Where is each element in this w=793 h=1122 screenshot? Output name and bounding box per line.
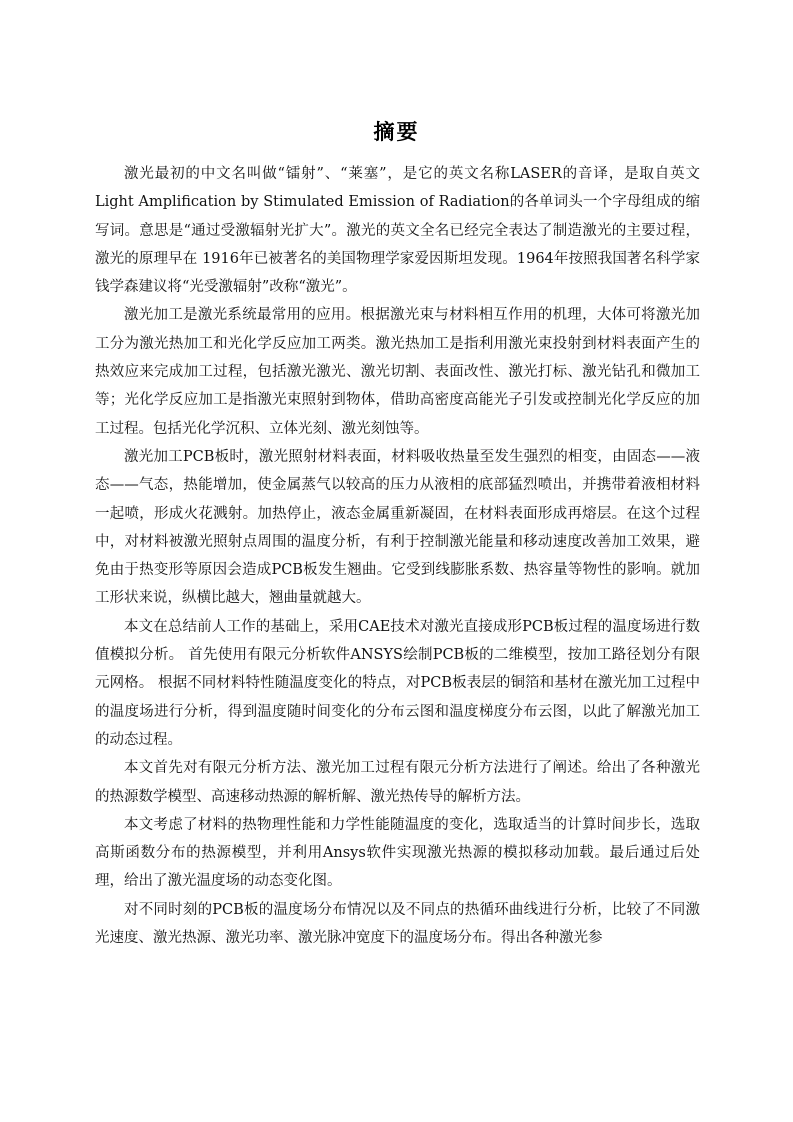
abstract-title: 摘要 bbox=[373, 119, 420, 144]
paragraph-laser-origin: 激光最初的中文名叫做“镭射”、“莱塞”，是它的英文名称LASER的音译，是取自英文Light Amplification by Stimulated Emission of Radiation的各单词头一个字母组成的缩写词。意思是“通过受激辐射光扩大”。激光的英文全名已经完全表达了制造激光的主要过程，激光的原理早在 1916年已被著名的美国物理学家爱因斯坦发现。1964年按照我国著名科学家钱学森建议将“光受激辐射”改称“激光”。 bbox=[95, 166, 700, 296]
paragraph-laser-processing: 激光加工是激光系统最常用的应用。根据激光束与材料相互作用的机理，大体可将激光加工分为激光热加工和光化学反应加工两类。激光热加工是指利用激光束投射到材料表面产生的热效应来完成加工过程，包括激光激光、激光切割、表面改性、激光打标、激光钻孔和微加工等；光化学反应加工是指激光束照射到物体，借助高密度高能光子引发或控制光化学反应的加工过程。包括光化学沉积、立体光刻、激光刻蚀等。 bbox=[95, 307, 700, 437]
paragraph-cae-simulation: 本文在总结前人工作的基础上，采用CAE技术对激光直接成形PCB板过程的温度场进行数值模拟分析。 首先使用有限元分析软件ANSYS绘制PCB板的二维模型，按加工路径划分有限元网格。 根据不同材料特性随温度变化的特点，对PCB板表层的铜箔和基材在激光加工过程中的温度场进行分析，得到温度随时间变化的分布云图和温度梯度分布云图，以此了解激光加工的动态过程。 bbox=[95, 618, 700, 748]
paragraph-fem-methods: 本文首先对有限元分析方法、激光加工过程有限元分析方法进行了阐述。给出了各种激光的热源数学模型、高速移动热源的解析解、激光热传导的解析方法。 bbox=[95, 760, 700, 805]
abstract-body bbox=[95, 160, 700, 952]
paragraph-temperature-analysis: 对不同时刻的PCB板的温度场分布情况以及不同点的热循环曲线进行分析，比较了不同激光速度、激光热源、激光功率、激光脉冲宽度下的温度场分布。得出各种激光参 bbox=[95, 901, 700, 947]
paragraph-pcb-processing: 激光加工PCB板时，激光照射材料表面，材料吸收热量至发生强烈的相变，由固态——液态——气态，热能增加，使金属蒸气以较高的压力从液相的底部猛烈喷出，并携带着液相材料一起喷，形成火花溅射。加热停止，液态金属重新凝固，在材料表面形成再熔层。在这个过程中，对材料被激光照射点周围的温度分析，有利于控制激光能量和移动速度改善加工效果，避免由于热变形等原因会造成PCB板发生翘曲。它受到线膨胀系数、热容量等物性的影响。就加工形状来说，纵横比越大，翘曲量就越大。 bbox=[95, 448, 700, 607]
paragraph-material-properties: 本文考虑了材料的热物理性能和力学性能随温度的变化，选取适当的计算时间步长，选取高斯函数分布的热源模型，并利用Ansys软件实现激光热源的模拟移动加载。最后通过后处理，给出了激光温度场的动态变化图。 bbox=[95, 816, 700, 890]
